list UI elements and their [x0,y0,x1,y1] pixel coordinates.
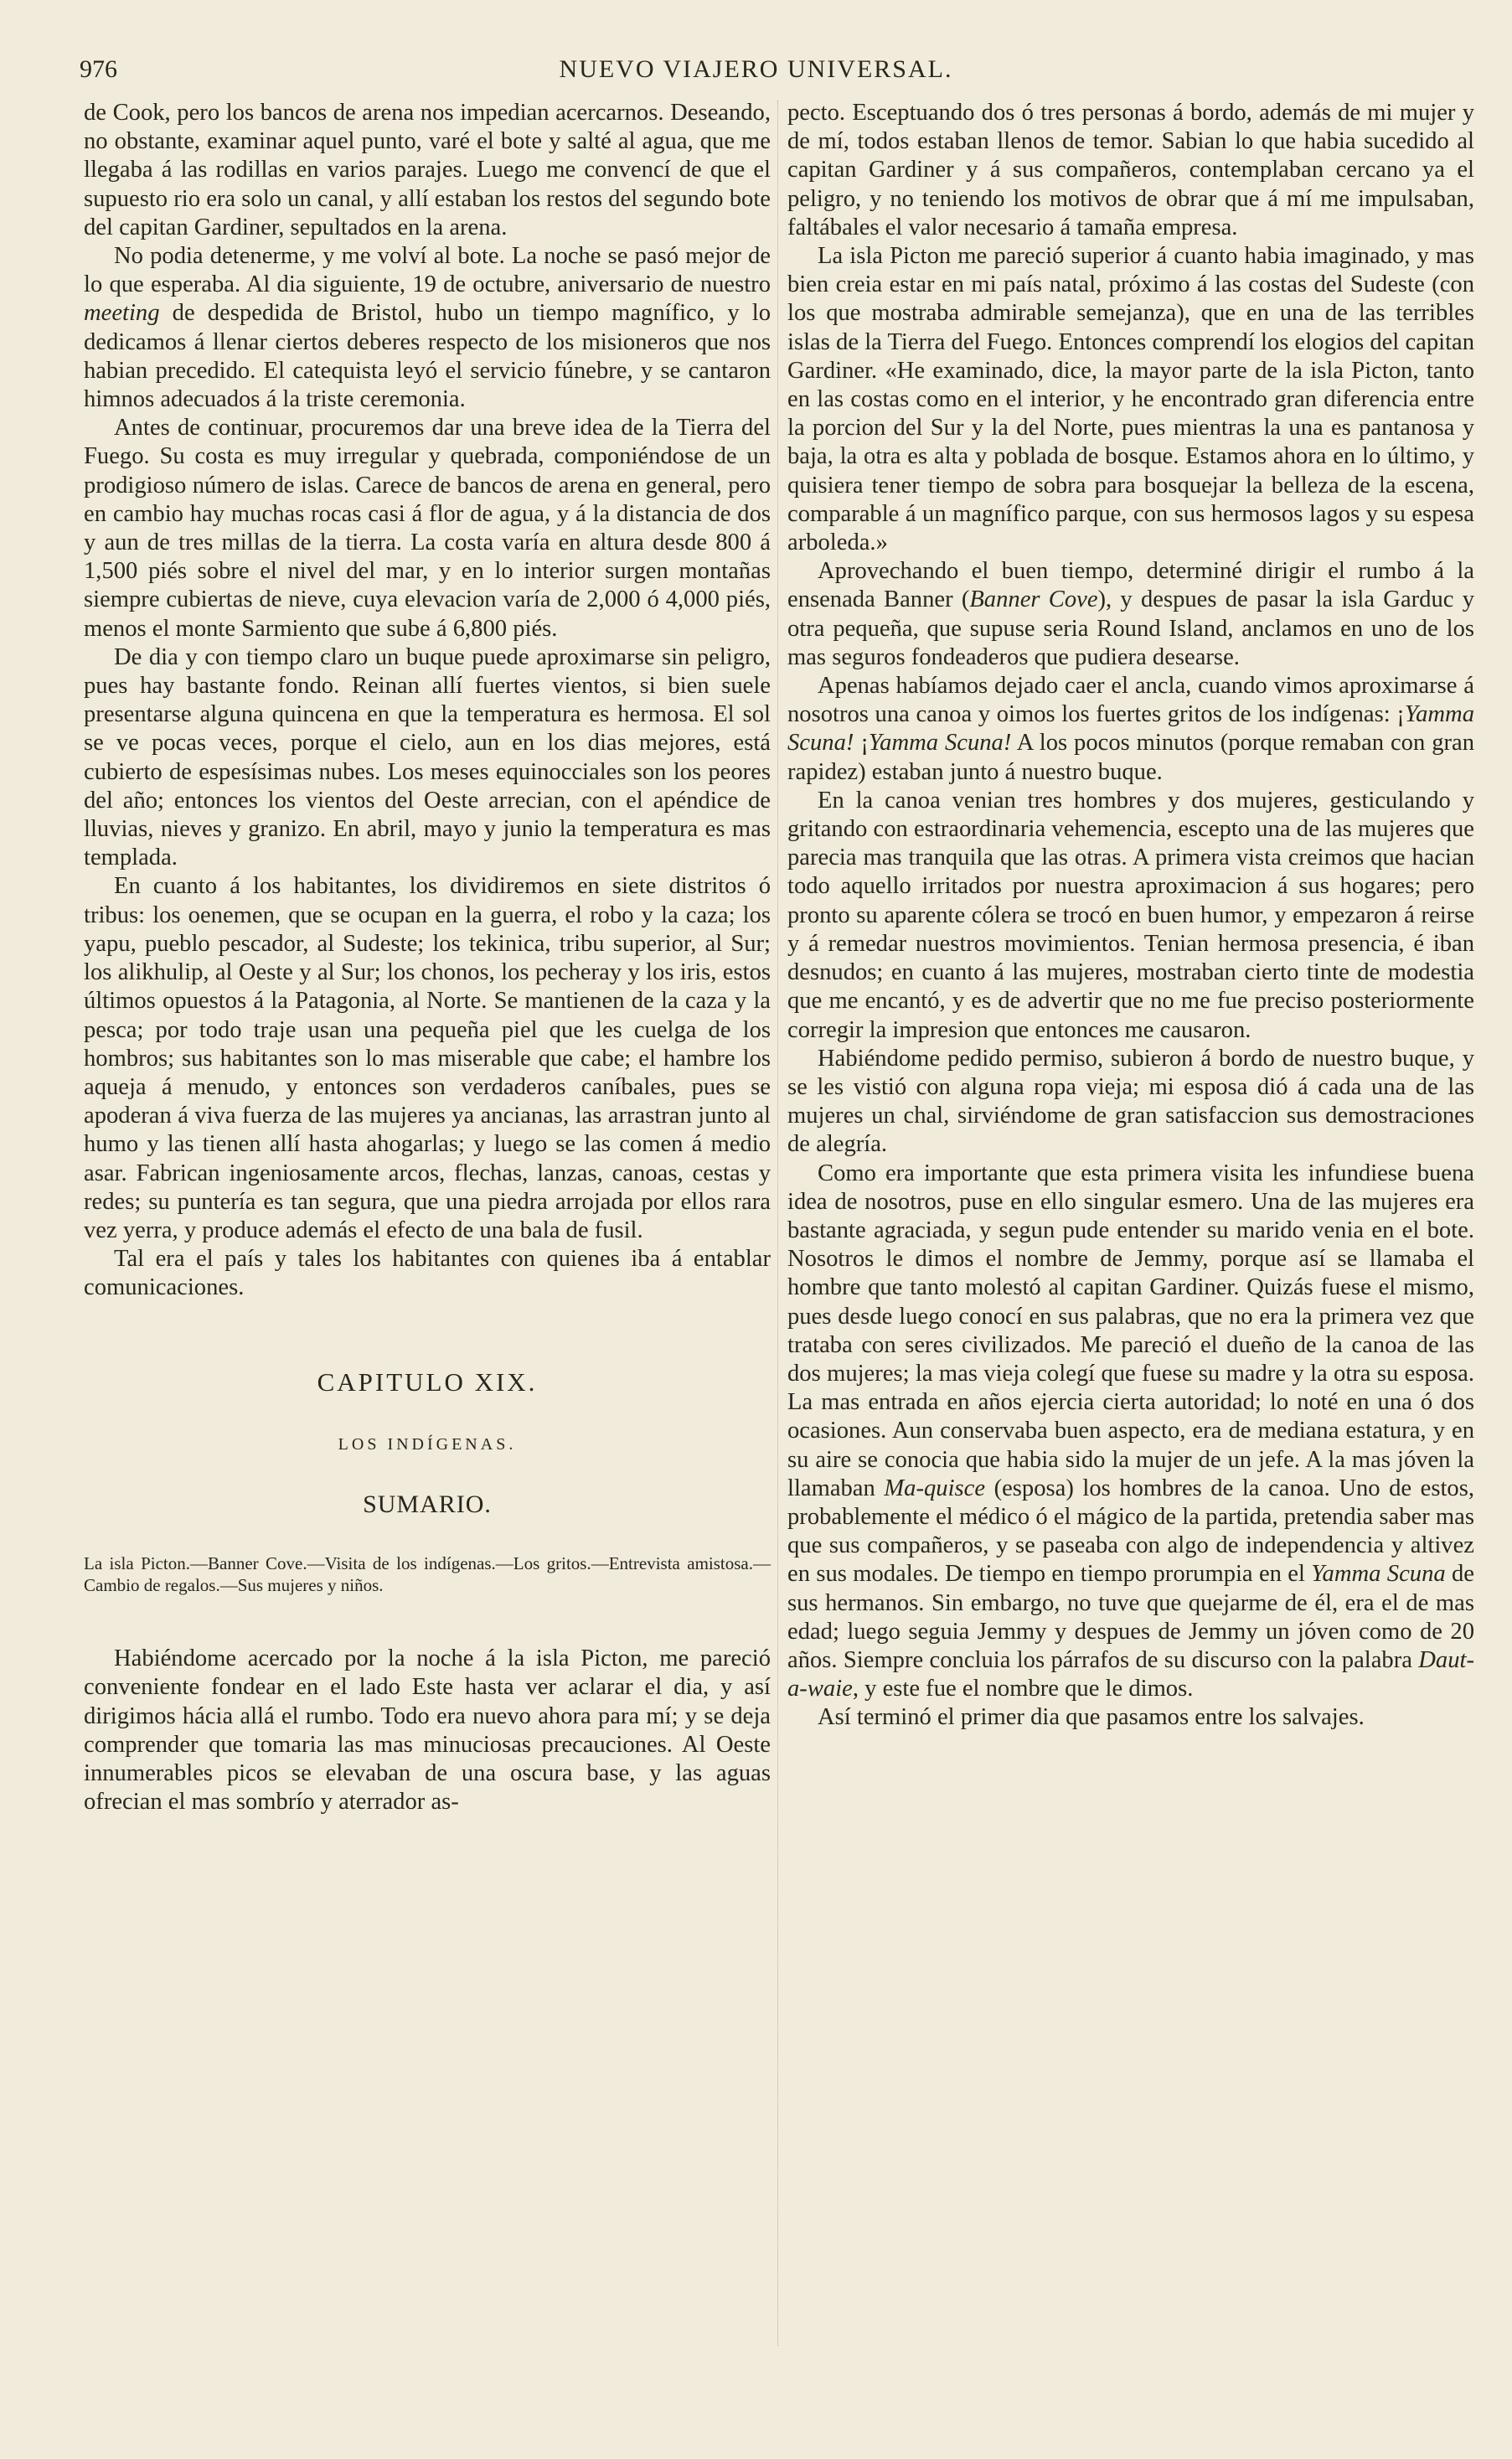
summary-heading: SUMARIO. [363,1490,492,1518]
paragraph: De dia y con tiempo claro un buque puede aproximarse sin peligro, pues hay bastante fondo. Reinan allí fuertes vientos, si bien suele presentarse alguna quincena en que la temperatura es hermosa. El sol se ve pocas veces, porque el cielo, aun en los dias mejores, está cubierto de espesísimas nubes. Los meses equinocciales son los peores del año; entonces los vientos del Oeste arrecian, con el apéndice de lluvias, nieves y granizo. En abril, mayo y junio la temperatura es mas templada. [84,643,771,871]
page-header [80,55,1432,89]
left-column [84,99,771,1816]
paragraph: La isla Picton me pareció superior á cuanto habia imaginado, y mas bien creia estar en mi país natal, próximo á las costas del Sudeste (con los que mostraba admirable semejanza), que en una de las terribles islas de la Tierra del Fuego. Entonces comprendí los elogios del capitan Gardiner. «He examinado, dice, la mayor parte de la isla Picton, tanto en las costas como en el interior, y he encontrado gran diferencia entre la porcion del Sur y la del Norte, pues mientras la una es pantanosa y baja, la otra es alta y poblada de bosque. Estamos ahora en lo último, y quisiera tener tiempo de sobra para bosquejar la belleza de la escena, comparable á un magnífico parque, con sus hermosos lagos y su espesa arboleda.» [787,243,1474,556]
paragraph: de Cook, pero los bancos de arena nos impedian acercarnos. Deseando, no obstante, examinar aquel punto, varé el bote y salté al agua, que me llegaba á las rodillas en varios parajes. Luego me convencí de que el supuesto rio era solo un canal, y allí estaban los restos del segundo bote del capitan Gardiner, sepultados en la arena. [84,100,771,240]
chapter-heading: CAPITULO XIX. [317,1366,538,1397]
paragraph: Tal era el país y tales los habitantes con quienes iba á entablar comunicaciones. [84,1246,771,1301]
paragraph: Como era importante que esta primera visita les infundiese buena idea de nosotros, puse en ello singular esmero. Una de las mujeres era bastante agraciada, y segun pude entender su marido venia en el bote. Nosotros le dimos el nombre de Jemmy, porque así se llamaba el hombre que tanto molestó al capitan Gardiner. Quizás fuese el mismo, pues desde luego conocí en sus palabras, que no era la primera vez que trataba con seres civilizados. Me pareció el dueño de la canoa de las dos mujeres; la mas vieja colegí que fuese su madre y la otra su esposa. La mas entrada en años ejercia cierta autoridad; lo noté en una ó dos ocasiones. Aun conservaba buen aspecto, era de mediana estatura, y en su aire se conocia que habia sido la mujer de un jefe. A la mas jóven la llamaban Ma-quisce (esposa) los hombres de la canoa. Uno de estos, probablemente el médico ó el mágico de la partida, pretendia saber mas que sus compañeros, y se paseaba con algo de independencia y altivez en sus modales. De tiempo en tiempo prorumpia en el Yamma Scuna de sus hermanos. Sin embargo, no tuve que quejarme de él, era el de mas edad; luego seguia Jemmy y despues de Jemmy un jóven como de 20 años. Siempre concluia los párrafos de su discurso con la palabra Daut-a-waie, y este fue el nombre que le dimos. [787,1160,1474,1702]
paragraph: Aprovechando el buen tiempo, determiné dirigir el rumbo á la ensenada Banner (Banner Cove), y despues de pasar la isla Garduc y otra pequeña, que supuse seria Round Island, anclamos en uno de los mas seguros fondeaderos que pudiera desearse. [787,558,1474,670]
chapter-summary: La isla Picton.—Banner Cove.—Visita de los indígenas.—Los gritos.—Entrevista amistosa.—Cambio de regalos.—Sus mujeres y niños. [84,1553,771,1596]
right-column [787,99,1474,1733]
paragraph: Así terminó el primer dia que pasamos entre los salvajes. [818,1704,1365,1731]
paragraph: En la canoa venian tres hombres y dos mujeres, gesticulando y gritando con estraordinaria vehemencia, escepto una de las mujeres que parecia mas tranquila que las otras. A primera vista creimos que hacian todo aquello irritados por nuestra aproximacion á sus hogares; pero pronto su aparente cólera se trocó en buen humor, y empezaron á reirse y á remedar nuestros movimientos. Tenian hermosa presencia, é iban desnudos; en cuanto á las mujeres, mostraban cierto tinte de modestia que me encantó, y es de advertir que no me fue preciso posteriormente corregir la impresion que entonces me causaron. [787,787,1474,1043]
column-divider [777,101,778,2346]
paragraph: En cuanto á los habitantes, los dividiremos en siete distritos ó tribus: los oenemen, que se ocupan en la guerra, el robo y la caza; los yapu, pueblo pescador, al Sudeste; los tekinica, tribu superior, al Sur; los alikhulip, al Oeste y al Sur; los chonos, los pecheray y los iris, estos últimos opuestos á la Patagonia, al Norte. Se mantienen de la caza y la pesca; por todo traje usan una pequeña piel que les cuelga de los hombros; sus habitantes son lo mas miserable que cabe; el hambre los aqueja á menudo, y entonces son verdaderos caníbales, pues se apoderan á viva fuerza de las mujeres ya ancianas, las arrastran junto al humo y las tienen allí hasta ahogarlas; y luego se las comen á medio asar. Fabrican ingeniosamente arcos, flechas, lanzas, canoas, cestas y redes; su puntería es tan segura, que una piedra arrojada por ellos rara vez yerra, y produce además el efecto de una bala de fusil. [84,873,771,1243]
paragraph: Apenas habíamos dejado caer el ancla, cuando vimos aproximarse á nosotros una canoa y oimos los fuertes gritos de los indígenas: ¡Yamma Scuna! ¡Yamma Scuna! A los pocos minutos (porque remaban con gran rapidez) estaban junto á nuestro buque. [787,673,1475,785]
paragraph: Habiéndome acercado por la noche á la isla Picton, me pareció conveniente fondear en el lado Este hasta ver aclarar el dia, y así dirigimos hácia allá el rumbo. Todo era nuevo ahora para mí; y se deja comprender que tomaria las mas minuciosas precauciones. Al Oeste innumerables picos se elevaban de una oscura base, y las aguas ofrecian el mas sombrío y aterrador as- [84,1645,771,1816]
page-number: 976 [80,55,117,83]
paragraph: No podia detenerme, y me volví al bote. La noche se pasó mejor de lo que esperaba. Al dia siguiente, 19 de octubre, aniversario de nuestro meeting de despedida de Bristol, hubo un tiempo magnífico, y lo dedicamos á llenar ciertos deberes respecto de los misioneros que nos habian precedido. El catequista leyó el servicio fúnebre, y se cantaron himnos adecuados á la triste ceremonia. [84,243,771,413]
chapter-subtitle: LOS INDÍGENAS. [338,1434,517,1454]
paragraph: Habiéndome pedido permiso, subieron á bordo de nuestro buque, y se les vistió con alguna ropa vieja; mi esposa dió á cada una de las mujeres un chal, sirviéndome de gran satisfaccion sus demostraciones de alegría. [787,1045,1474,1158]
paragraph: Antes de continuar, procuremos dar una breve idea de la Tierra del Fuego. Su costa es muy irregular y quebrada, componiéndose de un prodigioso número de islas. Carece de bancos de arena en general, pero en cambio hay muchas rocas casi á flor de agua, y á la distancia de dos y aun de tres millas de la tierra. La costa varía en altura desde 800 á 1,500 piés sobre el nivel del mar, y en lo interior surgen montañas siempre cubiertas de nieve, cuya elevacion varía de 2,000 ó 4,000 piés, menos el monte Sarmiento que sube á 6,800 piés. [84,415,771,642]
paragraph: pecto. Esceptuando dos ó tres personas á bordo, además de mi mujer y de mí, todos estaban llenos de temor. Sabian lo que habia sucedido al capitan Gardiner y á sus compañeros, contemplaban cercano ya el peligro, y no teniendo los motivos de obrar que á mí me impulsaban, faltábales el valor necesario á tamaña empresa. [787,100,1474,240]
running-title: NUEVO VIAJERO UNIVERSAL. [559,55,953,83]
